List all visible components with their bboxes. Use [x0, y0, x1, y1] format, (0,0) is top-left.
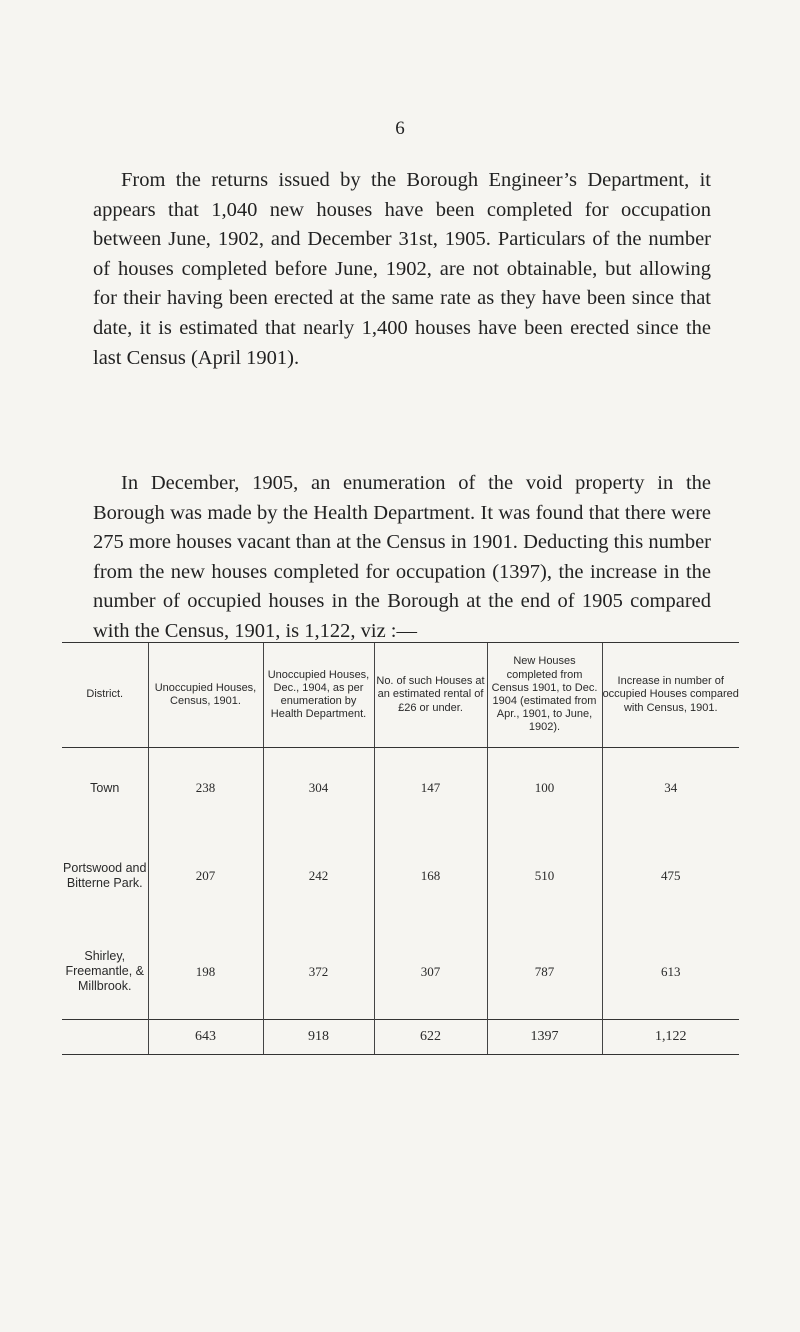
- housing-table: [62, 642, 739, 1055]
- cell-value: 613: [602, 924, 739, 1020]
- district-name: Town: [90, 780, 120, 795]
- header-unoccupied-dec-1904: Unoccupied Houses, Dec., 1904, as per enumeration by Health Department.: [263, 643, 374, 748]
- total-value: 1397: [487, 1020, 602, 1055]
- cell-value: 510: [487, 828, 602, 924]
- totals-row: [62, 1020, 739, 1055]
- cell-value: 100: [487, 748, 602, 829]
- paragraph-void-property: In December, 1905, an enumeration of the void property in the Borough was made by the Health Department. It was found that there were 275 more houses vacant than at the Census in 1901. Deducting this number from the new houses completed for occupation (1397), the increase in the number of occupied houses in the Borough at the end of 1905 compared with the Census, 1901, is 1,122, viz :—: [93, 472, 711, 642]
- cell-value: 147: [374, 748, 487, 829]
- cell-value: 238: [148, 748, 263, 829]
- table-row: [62, 924, 739, 1020]
- table-header-row: [62, 643, 739, 748]
- cell-value: 168: [374, 828, 487, 924]
- paragraph-housing-returns: From the returns issued by the Borough Engineer’s Department, it appears that 1,040 new houses have been completed for occupation between June, 1902, and December 31st, 1905. Particulars of the number of houses completed before June, 1902, are not obtainable, but allowing for their having been erected at the same rate as they have been since that date, it is estimated that nearly 1,400 houses have been erected since the last Census (April 1901).: [93, 169, 711, 369]
- table-row: [62, 748, 739, 829]
- cell-value: 787: [487, 924, 602, 1020]
- page-number: 6: [395, 118, 405, 139]
- totals-label-cell: [62, 1020, 148, 1055]
- total-value: 622: [374, 1020, 487, 1055]
- cell-value: 307: [374, 924, 487, 1020]
- cell-value: 207: [148, 828, 263, 924]
- cell-value: 304: [263, 748, 374, 829]
- header-new-houses: New Houses completed from Census 1901, to Dec. 1904 (estimated from Apr., 1901, to June, 1902).: [487, 643, 602, 748]
- cell-value: 242: [263, 828, 374, 924]
- cell-value: 475: [602, 828, 739, 924]
- header-unoccupied-census: Unoccupied Houses, Census, 1901.: [148, 643, 263, 748]
- header-rental-26: No. of such Houses at an estimated rental of £26 or under.: [374, 643, 487, 748]
- district-name: Shirley, Freemantle, & Millbrook.: [65, 949, 144, 993]
- header-increase: Increase in number of occupied Houses compared with Census, 1901.: [602, 643, 739, 748]
- district-name: Portswood and Bitterne Park.: [63, 861, 147, 890]
- table-row: [62, 828, 739, 924]
- total-value: 1,122: [602, 1020, 739, 1055]
- cell-value: 34: [602, 748, 739, 829]
- header-district: District.: [62, 643, 148, 748]
- cell-value: 372: [263, 924, 374, 1020]
- total-value: 643: [148, 1020, 263, 1055]
- cell-value: 198: [148, 924, 263, 1020]
- total-value: 918: [263, 1020, 374, 1055]
